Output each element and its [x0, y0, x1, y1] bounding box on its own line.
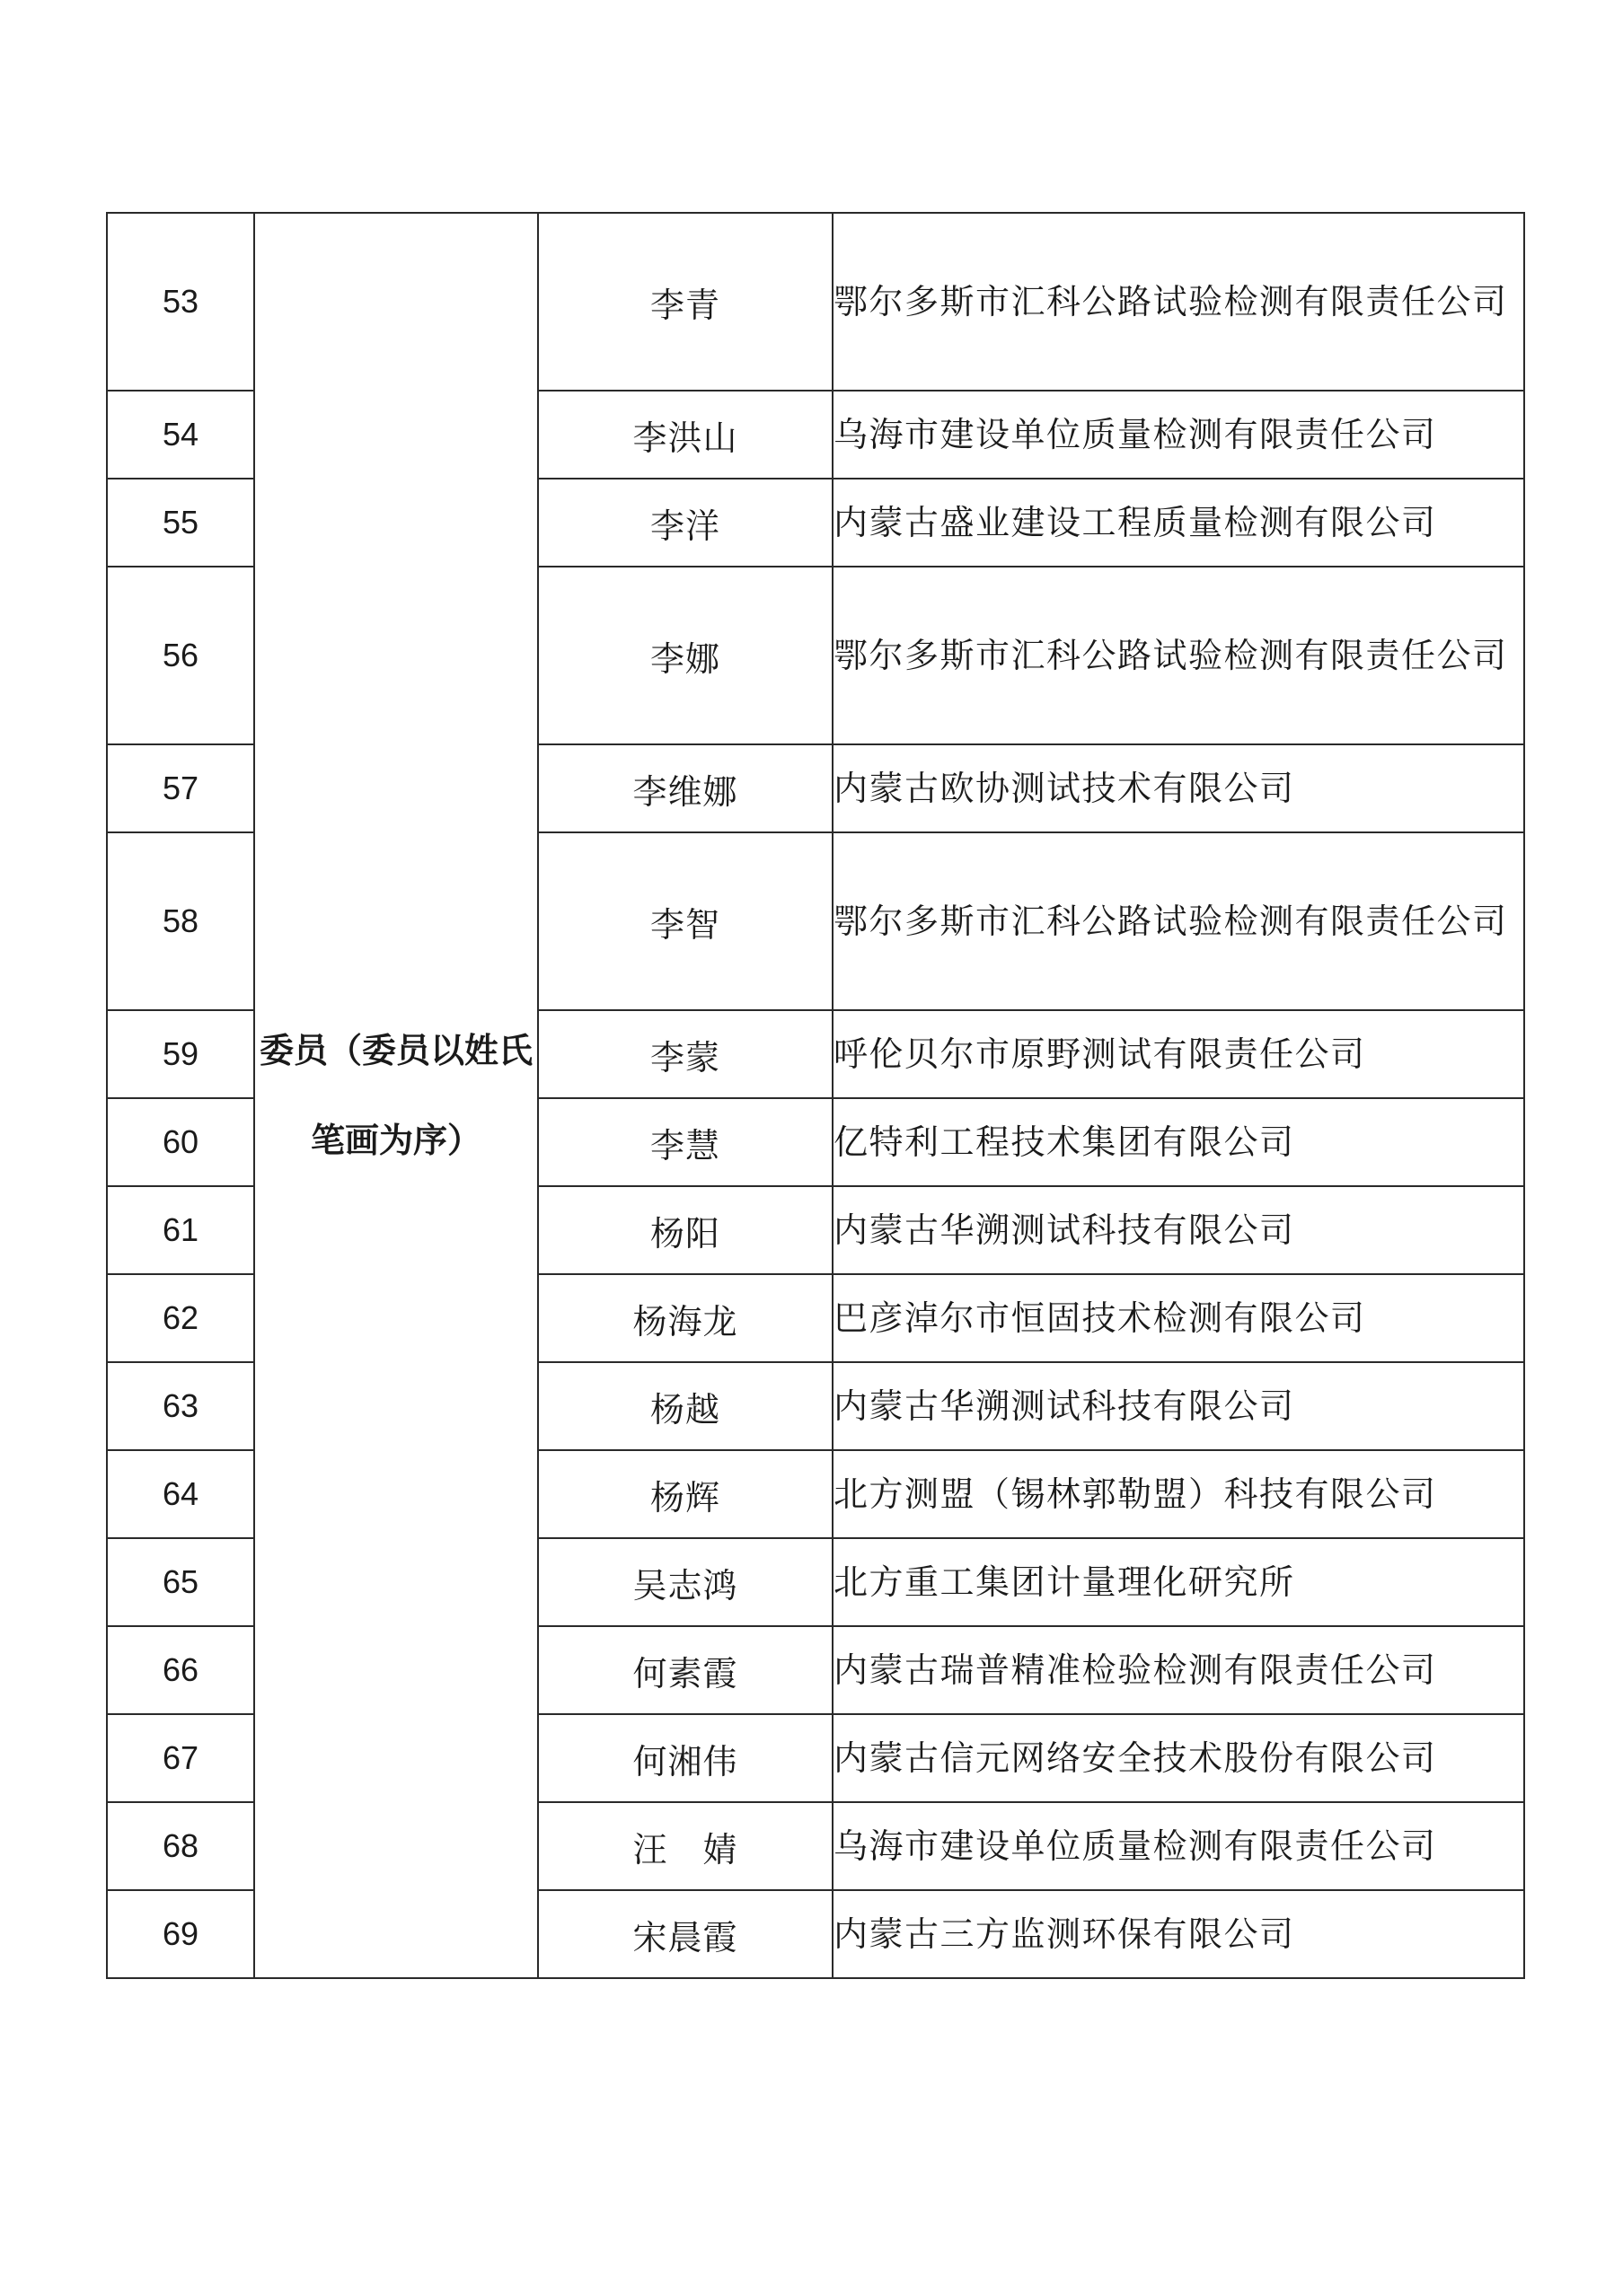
- member-number: 68: [107, 1802, 254, 1890]
- committee-member-table: [106, 212, 1525, 1979]
- member-number: 56: [107, 567, 254, 744]
- member-organization: 乌海市建设单位质量检测有限责任公司: [833, 1802, 1524, 1890]
- member-name: 李维娜: [538, 744, 833, 832]
- member-organization: 内蒙古盛业建设工程质量检测有限公司: [833, 479, 1524, 567]
- table-row: [107, 213, 1524, 391]
- member-organization: 内蒙古瑞普精准检验检测有限责任公司: [833, 1626, 1524, 1714]
- member-number: 62: [107, 1274, 254, 1362]
- member-name: 杨辉: [538, 1450, 833, 1538]
- member-number: 60: [107, 1098, 254, 1186]
- member-name: 杨越: [538, 1362, 833, 1450]
- member-number: 66: [107, 1626, 254, 1714]
- member-name: 何湘伟: [538, 1714, 833, 1802]
- member-organization: 呼伦贝尔市原野测试有限责任公司: [833, 1010, 1524, 1098]
- member-organization: 巴彦淖尔市恒固技术检测有限公司: [833, 1274, 1524, 1362]
- member-name: 李洋: [538, 479, 833, 567]
- role-category-cell: 委员（委员以姓氏笔画为序）: [254, 213, 538, 1978]
- member-number: 53: [107, 213, 254, 391]
- member-number: 61: [107, 1186, 254, 1274]
- member-number: 59: [107, 1010, 254, 1098]
- member-number: 64: [107, 1450, 254, 1538]
- member-organization: 内蒙古华溯测试科技有限公司: [833, 1186, 1524, 1274]
- member-number: 57: [107, 744, 254, 832]
- member-number: 67: [107, 1714, 254, 1802]
- member-name: 汪 婧: [538, 1802, 833, 1890]
- member-number: 58: [107, 832, 254, 1010]
- member-name: 李洪山: [538, 391, 833, 479]
- member-organization: 鄂尔多斯市汇科公路试验检测有限责任公司: [833, 567, 1524, 744]
- member-number: 54: [107, 391, 254, 479]
- member-organization: 北方测盟（锡林郭勒盟）科技有限公司: [833, 1450, 1524, 1538]
- member-organization: 内蒙古三方监测环保有限公司: [833, 1890, 1524, 1978]
- member-number: 63: [107, 1362, 254, 1450]
- member-name: 李蒙: [538, 1010, 833, 1098]
- member-name: 李青: [538, 213, 833, 391]
- member-organization: 亿特利工程技术集团有限公司: [833, 1098, 1524, 1186]
- member-organization: 北方重工集团计量理化研究所: [833, 1538, 1524, 1626]
- member-name: 宋晨霞: [538, 1890, 833, 1978]
- member-name: 吴志鸿: [538, 1538, 833, 1626]
- member-name: 李娜: [538, 567, 833, 744]
- member-number: 69: [107, 1890, 254, 1978]
- member-organization: 内蒙古欧协测试技术有限公司: [833, 744, 1524, 832]
- member-name: 何素霞: [538, 1626, 833, 1714]
- member-organization: 内蒙古华溯测试科技有限公司: [833, 1362, 1524, 1450]
- member-name: 李慧: [538, 1098, 833, 1186]
- member-name: 杨海龙: [538, 1274, 833, 1362]
- member-organization: 内蒙古信元网络安全技术股份有限公司: [833, 1714, 1524, 1802]
- member-organization: 乌海市建设单位质量检测有限责任公司: [833, 391, 1524, 479]
- member-number: 55: [107, 479, 254, 567]
- member-number: 65: [107, 1538, 254, 1626]
- member-name: 杨阳: [538, 1186, 833, 1274]
- member-name: 李智: [538, 832, 833, 1010]
- member-organization: 鄂尔多斯市汇科公路试验检测有限责任公司: [833, 213, 1524, 391]
- member-organization: 鄂尔多斯市汇科公路试验检测有限责任公司: [833, 832, 1524, 1010]
